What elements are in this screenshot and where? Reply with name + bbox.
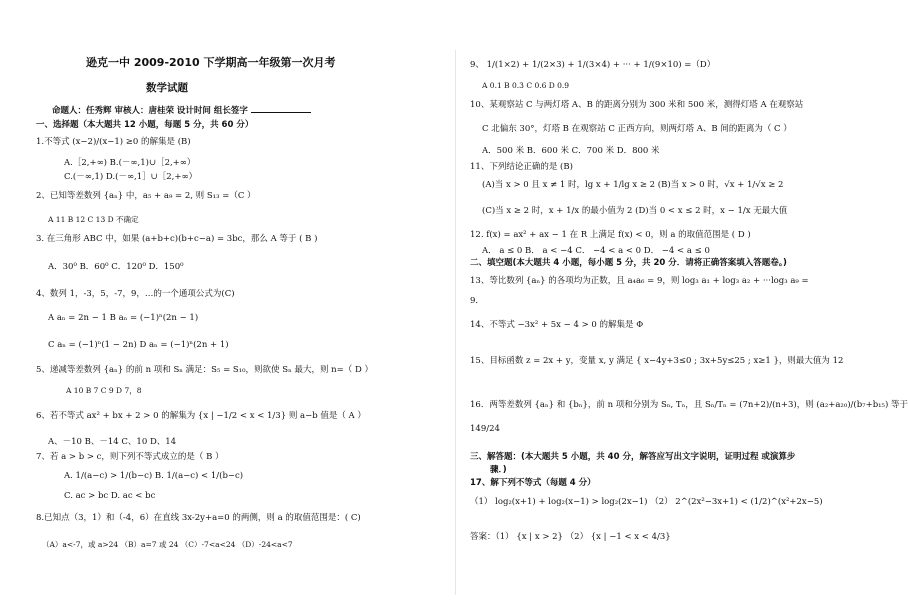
left-line: A.［2,+∞) B.(－∞,1)∪［2,+∞）	[64, 158, 196, 168]
left-line: A 11 B 12 C 13 D 不确定	[48, 215, 139, 224]
right-line: 149/24	[470, 424, 500, 434]
left-line: 7、若 a > b > c，则下列不等式成立的是（ B ）	[36, 452, 224, 462]
right-line: （1） log₂(x+1) + log₂(x−1) > log₂(2x−1) （2） 2^(2x²−3x+1) < (1/2)^(x²+2x−5)	[470, 497, 823, 507]
left-line: 8.已知点（3，1）和（-4，6）在直线 3x-2y+a=0 的两侧，则 a 的取值范围是：( C)	[36, 513, 361, 523]
left-line: 4、数列 1，-3，5，-7，9，…的一个通项公式为(C)	[36, 289, 235, 299]
right-line: 11、下列结论正确的是 (B)	[470, 162, 573, 172]
right-line: A．500 米 B．600 米 C．700 米 D．800 米	[482, 146, 660, 156]
left-line: A．30⁰ B．60⁰ C．120⁰ D．150⁰	[48, 262, 184, 272]
left-line: 5、递减等差数列 {aₙ} 的前 n 项和 Sₙ 满足：S₅ = S₁₀，则欲使 Sₙ 最大，则 n=（ D ）	[36, 365, 373, 375]
left-line: 6、若不等式 ax² + bx + 2 > 0 的解集为 {x | −1/2 < x < 1/3} 则 a−b 值是（ A ）	[36, 411, 366, 421]
right-line: 16．两等差数列 {aₙ} 和 {bₙ}，前 n 项和分别为 Sₙ, Tₙ，且 Sₙ/Tₙ = (7n+2)/(n+3)，则 (a₂+a₂₀)/(b₇+b₁₅) 等于	[470, 400, 908, 410]
right-line: 二、填空题(本大题共 4 小题，每小题 5 分，共 20 分．请将正确答案填入答题卷。)	[470, 258, 787, 268]
right-line: C 北偏东 30°，灯塔 B 在观察站 C 正西方向，则两灯塔 A、B 间的距离为（ C ）	[482, 124, 792, 134]
left-line: C aₙ = (−1)ⁿ(1 − 2n) D aₙ = (−1)ⁿ(2n + 1)	[48, 340, 229, 350]
exam-meta	[52, 104, 311, 117]
right-line: A． a ≤ 0 B． a < −4 C． −4 < a < 0 D． −4 < a ≤ 0	[482, 246, 710, 256]
left-line: （A）a<-7，或 a>24 （B）a=7 或 24 （C）-7<a<24 （D）-24<a<7	[42, 540, 293, 549]
right-line: A 0.1 B 0.3 C 0.6 D 0.9	[482, 81, 570, 90]
right-line: 9．	[470, 296, 484, 306]
column-divider	[455, 50, 456, 595]
right-line: 17、解下列不等式（每题 4 分）	[470, 478, 596, 488]
right-line: 答案：（1） {x | x > 2} （2） {x | −1 < x < 4/3}	[470, 532, 671, 542]
signature-blank	[251, 104, 311, 113]
left-line: A、－10 B、－14 C、10 D、14	[48, 437, 177, 447]
left-line: A 10 B 7 C 9 D 7，8	[66, 386, 142, 395]
right-line: 15、目标函数 z = 2x + y，变量 x, y 满足 { x−4y+3≤0 ; 3x+5y≤25 ; x≥1 }，则最大值为 12	[470, 356, 844, 366]
right-line: 10、某观察站 C 与两灯塔 A、B 的距离分别为 300 米和 500 米，测得灯塔 A 在观察站	[470, 100, 804, 110]
left-line: A aₙ = 2n − 1 B aₙ = (−1)ⁿ(2n − 1)	[48, 313, 199, 323]
right-line: 12. f(x) = ax² + ax − 1 在 R 上满足 f(x) < 0，则 a 的取值范围是 ( D )	[470, 230, 751, 240]
left-line: 一、选择题（本大题共 12 小题，每题 5 分，共 60 分）	[36, 120, 254, 130]
right-line: 13、等比数列 {aₙ} 的各项均为正数，且 a₄a₆ = 9，则 log₃ a₁ + log₃ a₂ + ···log₃ a₉ =	[470, 276, 809, 286]
left-line: 2、已知等差数列 {aₙ} 中，a₅ + a₉ = 2, 则 S₁₃ =（C ）	[36, 191, 256, 201]
right-line: 骤．)	[490, 465, 507, 475]
exam-subject: 数学试题	[146, 82, 188, 94]
left-line: A. 1/(a−c) > 1/(b−c) B. 1/(a−c) < 1/(b−c)	[64, 471, 244, 481]
left-line: 1.不等式 (x−2)/(x−1) ≥0 的解集是 (B)	[36, 137, 191, 147]
exam-meta-text: 命题人：任秀辉 审核人：唐桂荣 设计时间 组长签字	[52, 106, 248, 116]
right-line: 三、解答题：(本大题共 5 小题，共 40 分，解答应写出文字说明，证明过程 或演算步	[470, 452, 796, 462]
right-line: 9、 1/(1×2) + 1/(2×3) + 1/(3×4) + ··· + 1/(9×10) =（D）	[470, 60, 716, 70]
right-line: (C)当 x ≥ 2 时，x + 1/x 的最小值为 2 (D)当 0 < x ≤ 2 时，x − 1/x 无最大值	[482, 206, 788, 216]
right-line: 14、不等式 −3x² + 5x − 4 > 0 的解集是 Φ	[470, 320, 644, 330]
left-line: 3. 在三角形 ABC 中，如果 (a+b+c)(b+c−a) = 3bc，那么 A 等于 ( B )	[36, 234, 318, 244]
right-line: (A)当 x > 0 且 x ≠ 1 时，lg x + 1/lg x ≥ 2 (B)当 x > 0 时，√x + 1/√x ≥ 2	[482, 180, 784, 190]
left-line: C.(－∞,1) D.(－∞,1］∪［2,+∞）	[64, 172, 198, 182]
exam-title: 逊克一中 2009-2010 下学期高一年级第一次月考	[86, 56, 336, 69]
left-line: C. ac > bc D. ac < bc	[64, 491, 156, 501]
